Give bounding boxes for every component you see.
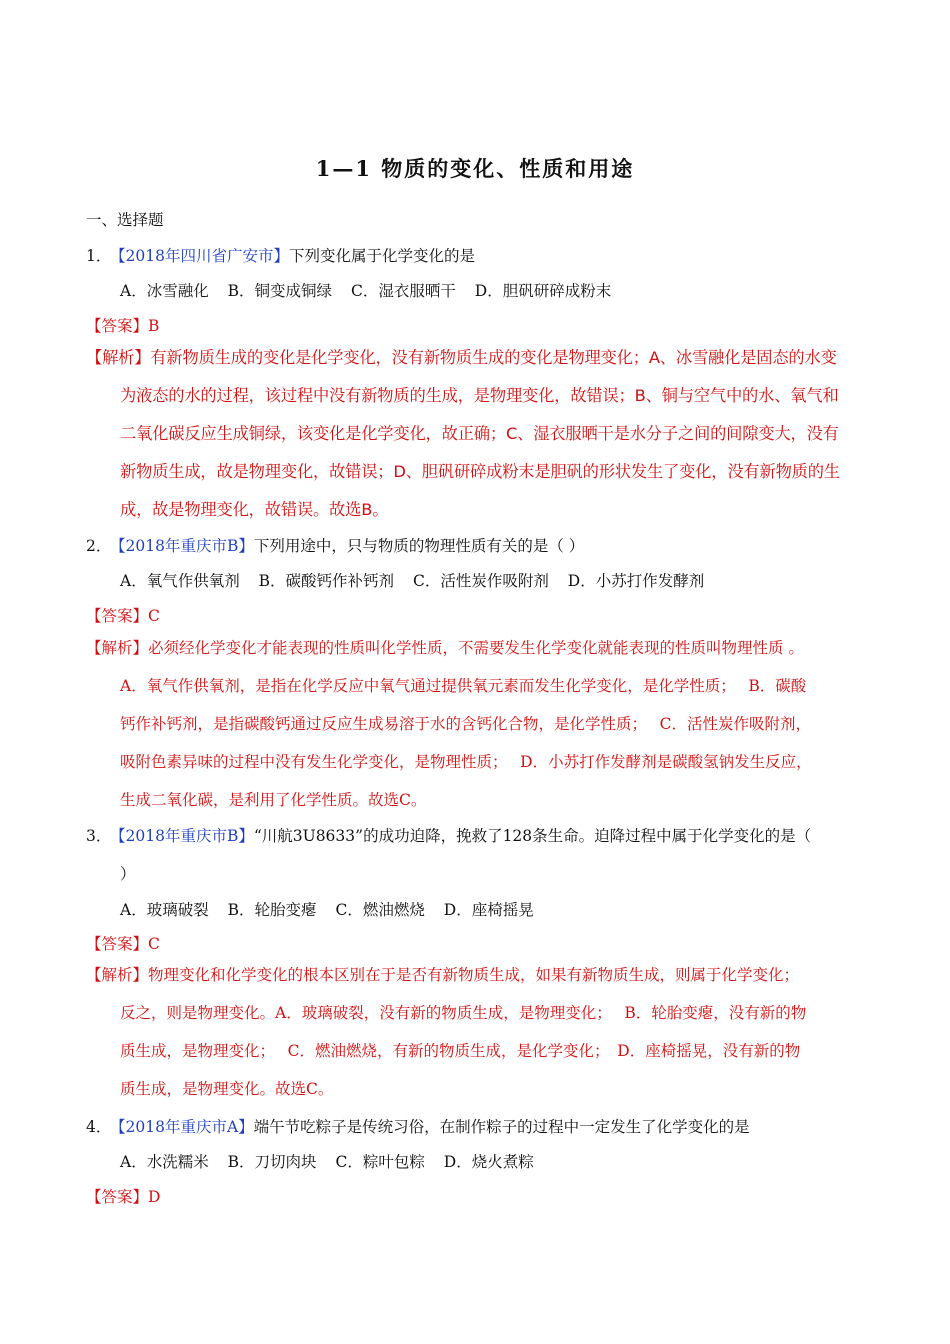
option-d: D．小苏打作发酵剂 — [567, 572, 705, 590]
question-source: 【2018年重庆市A】 — [110, 1118, 254, 1136]
options-1 — [120, 279, 625, 301]
question-source: 【2018年重庆市B】 — [110, 827, 254, 845]
explanation-line: 钙作补钙剂，是指碳酸钙通过反应生成易溶于水的含钙化合物，是化学性质； C．活性炭作吸附剂， — [120, 715, 812, 733]
question-number: 3． — [86, 827, 112, 845]
question-stem: 下列变化属于化学变化的是 — [288, 247, 475, 265]
option-c: C．粽叶包粽 — [335, 1153, 425, 1171]
question-number: 1． — [86, 247, 112, 265]
option-a: A．水洗糯米 — [120, 1153, 209, 1171]
question-stem-continuation: ） — [120, 865, 136, 883]
option-c: C．燃油燃烧 — [335, 901, 425, 919]
option-d: D．烧火煮粽 — [443, 1153, 534, 1171]
explanation-line: A．氧气作供氧剂，是指在化学反应中氧气通过提供氧元素而发生化学变化，是化学性质； B．碳酸 — [120, 677, 807, 695]
option-b: B．碳酸钙作补钙剂 — [258, 572, 395, 590]
explanation-line: 【解析】必须经化学变化才能表现的性质叫化学性质，不需要发生化学变化就能表现的性质叫物理性质 。 — [86, 639, 804, 657]
options-4 — [120, 1150, 548, 1172]
answer-1: 【答案】B — [86, 317, 160, 335]
explanation-line: 反之，则是物理变化。A．玻璃破裂，没有新的物质生成，是物理变化； B．轮胎变瘪，没有新的物 — [120, 1004, 807, 1022]
explanation-line: 新物质生成，故是物理变化，故错误；D、胆矾研碎成粉末是胆矾的形状发生了变化，没有新物质的生 — [120, 462, 840, 481]
explanation-line: 二氧化碳反应生成铜绿，该变化是化学变化，故正确；C、湿衣服晒干是水分子之间的间隙变大，没有 — [120, 424, 839, 443]
explanation-line: 质生成，是物理变化； C．燃油燃烧，有新的物质生成，是化学变化； D．座椅摇晃，没有新的物 — [120, 1042, 801, 1060]
question-number: 2． — [86, 537, 112, 555]
question-3 — [86, 824, 811, 846]
question-source: 【2018年重庆市B】 — [110, 537, 254, 555]
explanation-line: 成，故是物理变化，故错误。故选B。 — [120, 500, 389, 519]
explanation-1 — [86, 339, 871, 529]
explanation-2 — [86, 629, 871, 819]
explanation-line: 【解析】有新物质生成的变化是化学变化，没有新物质生成的变化是物理变化；A、冰雪融化是固态的水变 — [86, 348, 837, 367]
option-c: C．活性炭作吸附剂 — [412, 572, 549, 590]
option-d: D．座椅摇晃 — [443, 901, 534, 919]
question-stem: 下列用途中，只与物质的物理性质有关的是（ ） — [253, 537, 585, 555]
question-source: 【2018年四川省广安市】 — [110, 247, 289, 265]
question-2 — [86, 534, 584, 556]
explanation-line: 【解析】物理变化和化学变化的根本区别在于是否有新物质生成，如果有新物质生成，则属于化学变化； — [86, 966, 800, 984]
options-3 — [120, 898, 548, 920]
option-a: A．氧气作供氧剂 — [120, 572, 240, 590]
option-c: C．湿衣服晒干 — [350, 282, 456, 300]
options-2 — [120, 569, 718, 591]
option-b: B．铜变成铜绿 — [227, 282, 333, 300]
option-a: A．冰雪融化 — [120, 282, 209, 300]
explanation-line: 吸附色素异味的过程中没有发生化学变化，是物理性质； D．小苏打作发酵剂是碳酸氢钠发生反应， — [120, 753, 812, 771]
explanation-3 — [86, 956, 871, 1108]
answer-3: 【答案】C — [86, 935, 160, 953]
question-number: 4． — [86, 1118, 112, 1136]
explanation-line: 生成二氧化碳，是利用了化学性质。故选C。 — [120, 791, 427, 809]
answer-2: 【答案】C — [86, 607, 160, 625]
question-1 — [86, 244, 475, 266]
option-a: A．玻璃破裂 — [120, 901, 209, 919]
question-stem: 端午节吃粽子是传统习俗，在制作粽子的过程中一定发生了化学变化的是 — [253, 1118, 750, 1136]
answer-4: 【答案】D — [86, 1188, 161, 1206]
page-title: 1—1 物质的变化、性质和用途 — [315, 156, 635, 181]
question-stem: “川航3U8633”的成功迫降，挽救了128条生命。迫降过程中属于化学变化的是（ — [253, 827, 812, 845]
option-b: B．刀切肉块 — [227, 1153, 317, 1171]
option-b: B．轮胎变瘪 — [227, 901, 317, 919]
section-heading: 一、选择题 — [86, 211, 164, 229]
option-d: D．胆矾研碎成粉末 — [474, 282, 612, 300]
question-4 — [86, 1115, 750, 1137]
explanation-line: 质生成，是物理变化。故选C。 — [120, 1080, 334, 1098]
explanation-line: 为液态的水的过程，该过程中没有新物质的生成，是物理变化，故错误；B、铜与空气中的水、氧气和 — [120, 386, 839, 405]
